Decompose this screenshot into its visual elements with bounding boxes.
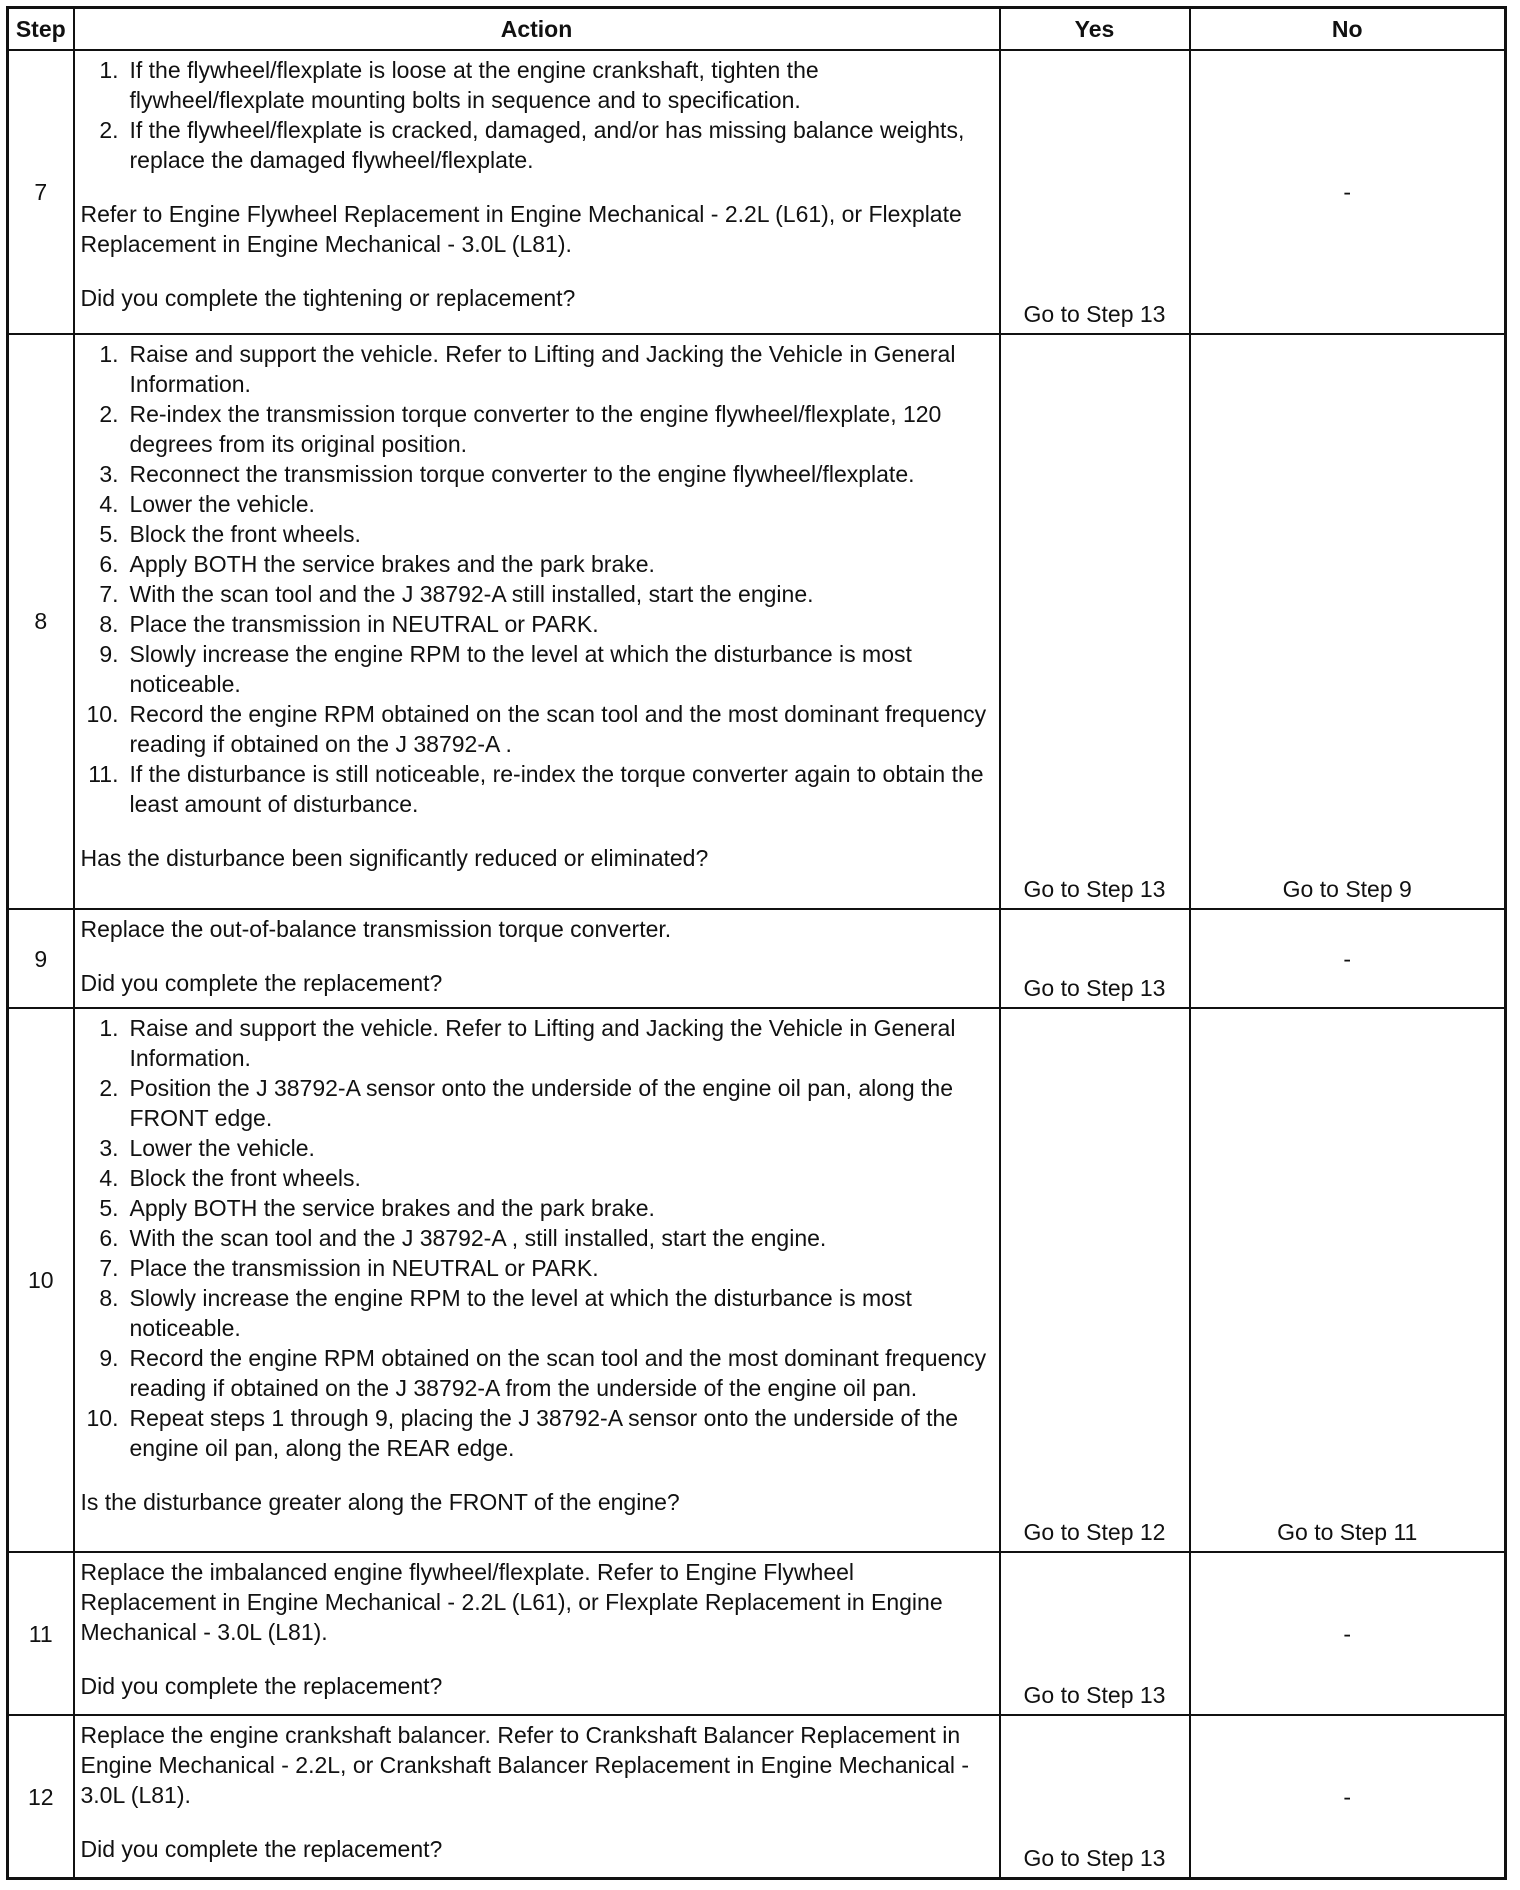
procedure-item-text: Block the front wheels. [129, 520, 361, 547]
procedure-list [81, 1013, 989, 1463]
action-question: Did you complete the replacement? [80, 1673, 443, 1700]
procedure-item-number: 2. [99, 400, 119, 427]
procedure-item-text: Repeat steps 1 through 9, placing the J 38792-A sensor onto the underside of the engine oil pan, along the REAR edge. [129, 1405, 959, 1462]
procedure-item-number: 6. [99, 550, 119, 577]
procedure-item-text: Raise and support the vehicle. Refer to Lifting and Jacking the Vehicle in General Information. [129, 340, 956, 397]
procedure-item-text: If the flywheel/flexplate is cracked, damaged, and/or has missing balance weights, replace the damaged flywheel/flexplate. [129, 117, 965, 173]
procedure-item-text: Reconnect the transmission torque converter to the engine flywheel/flexplate. [129, 460, 915, 487]
procedure-item [81, 1133, 989, 1163]
step-number: 9 [8, 909, 74, 1008]
table-row [8, 1552, 1506, 1715]
procedure-list [81, 55, 989, 175]
yes-column-header: Yes [1000, 8, 1190, 51]
procedure-item-number: 3. [99, 1135, 119, 1162]
action-note: Replace the out-of-balance transmission torque converter. [80, 915, 672, 942]
action-question: Did you complete the replacement? [80, 1836, 443, 1863]
procedure-item-text: Record the engine RPM obtained on the scan tool and the most dominant frequency reading if obtained on the J 38792-A . [129, 700, 987, 757]
action-cell [74, 1715, 1000, 1878]
procedure-item [81, 639, 989, 699]
action-cell [74, 50, 1000, 334]
no-result: - [1190, 1715, 1506, 1878]
procedure-item [81, 579, 989, 609]
no-result: - [1190, 909, 1506, 1008]
diagnostic-table-page [6, 6, 1504, 1880]
procedure-item-number: 7. [99, 1255, 119, 1282]
procedure-item [81, 1073, 989, 1133]
procedure-item [81, 55, 989, 115]
procedure-item-text: Position the J 38792-A sensor onto the underside of the engine oil pan, along the FRONT edge. [129, 1075, 953, 1132]
yes-result: Go to Step 13 [1000, 909, 1190, 1008]
procedure-item [81, 549, 989, 579]
no-result: - [1190, 50, 1506, 334]
procedure-item-number: 10. [86, 1405, 119, 1432]
procedure-item-number: 7. [99, 580, 119, 607]
procedure-item-number: 2. [99, 117, 119, 143]
action-question: Has the disturbance been significantly reduced or eliminated? [80, 844, 709, 871]
yes-result: Go to Step 13 [1000, 1715, 1190, 1878]
table-header-row [8, 8, 1506, 51]
procedure-item [81, 399, 989, 459]
procedure-item-text: Slowly increase the engine RPM to the level at which the disturbance is most noticeable. [129, 640, 912, 697]
procedure-item [81, 115, 989, 175]
procedure-item-text: Re-index the transmission torque converter to the engine flywheel/flexplate, 120 degrees from its original position. [129, 400, 942, 457]
procedure-item [81, 609, 989, 639]
procedure-item-number: 8. [99, 610, 119, 637]
procedure-item-number: 3. [99, 460, 119, 487]
action-question: Did you complete the tightening or replacement? [80, 285, 576, 311]
action-question: Did you complete the replacement? [80, 969, 443, 996]
action-cell [74, 1008, 1000, 1552]
no-result: Go to Step 9 [1190, 334, 1506, 909]
procedure-item [81, 1343, 989, 1403]
table-row [8, 1715, 1506, 1878]
step-number: 12 [8, 1715, 74, 1878]
action-question: Is the disturbance greater along the FRONT of the engine? [80, 1489, 680, 1516]
no-column-header: No [1190, 8, 1506, 51]
procedure-item-number: 1. [99, 340, 119, 367]
procedure-item [81, 1403, 989, 1463]
table-body [8, 50, 1506, 1879]
procedure-item-text: Lower the vehicle. [129, 490, 315, 517]
procedure-item [81, 519, 989, 549]
no-result: - [1190, 1552, 1506, 1715]
procedure-item [81, 459, 989, 489]
action-note: Replace the engine crankshaft balancer. Refer to Crankshaft Balancer Replacement in Engine Mechanical - 2.2L, or Crankshaft Balancer Replacement in Engine Mechanical - 3.0L (L81). [80, 1722, 970, 1809]
procedure-item-number: 4. [99, 1165, 119, 1192]
procedure-item [81, 1253, 989, 1283]
no-result: Go to Step 11 [1190, 1008, 1506, 1552]
step-number: 11 [8, 1552, 74, 1715]
procedure-item-text: Block the front wheels. [129, 1165, 361, 1192]
action-column-header: Action [74, 8, 1000, 51]
procedure-item [81, 1223, 989, 1253]
diagnostic-steps-table [6, 6, 1507, 1880]
procedure-item [81, 699, 989, 759]
procedure-item-number: 8. [99, 1285, 119, 1312]
procedure-list [81, 339, 989, 819]
procedure-item-text: Place the transmission in NEUTRAL or PARK. [129, 610, 599, 637]
table-row [8, 909, 1506, 1008]
procedure-item-text: Place the transmission in NEUTRAL or PARK. [129, 1255, 599, 1282]
step-number: 7 [8, 50, 74, 334]
procedure-item-text: Lower the vehicle. [129, 1135, 315, 1162]
procedure-item-number: 9. [99, 1345, 119, 1372]
procedure-item-text: With the scan tool and the J 38792-A still installed, start the engine. [129, 580, 814, 607]
action-cell [74, 1552, 1000, 1715]
procedure-item-number: 4. [99, 490, 119, 517]
table-row [8, 1008, 1506, 1552]
procedure-item [81, 1013, 989, 1073]
procedure-item [81, 1163, 989, 1193]
procedure-item [81, 1193, 989, 1223]
step-number: 8 [8, 334, 74, 909]
procedure-item [81, 759, 989, 819]
procedure-item-text: If the flywheel/flexplate is loose at the engine crankshaft, tighten the flywheel/flexplate mounting bolts in sequence and to specification. [129, 57, 819, 113]
yes-result: Go to Step 13 [1000, 334, 1190, 909]
procedure-item [81, 489, 989, 519]
action-note: Replace the imbalanced engine flywheel/flexplate. Refer to Engine Flywheel Replacement in Engine Mechanical - 2.2L (L61), or Flexplate Replacement in Engine Mechanical - 3.0L (L81). [80, 1559, 943, 1646]
procedure-item-number: 11. [88, 760, 119, 787]
procedure-item-number: 9. [99, 640, 119, 667]
procedure-item-number: 5. [99, 1195, 119, 1222]
step-number: 10 [8, 1008, 74, 1552]
procedure-item [81, 339, 989, 399]
procedure-item-text: Raise and support the vehicle. Refer to Lifting and Jacking the Vehicle in General Information. [129, 1015, 956, 1072]
procedure-item-text: With the scan tool and the J 38792-A , still installed, start the engine. [129, 1225, 827, 1252]
procedure-item-text: Apply BOTH the service brakes and the park brake. [129, 1195, 655, 1222]
procedure-item-number: 2. [99, 1075, 119, 1102]
table-row [8, 334, 1506, 909]
procedure-item-number: 6. [99, 1225, 119, 1252]
yes-result: Go to Step 13 [1000, 50, 1190, 334]
action-cell [74, 909, 1000, 1008]
action-note: Refer to Engine Flywheel Replacement in Engine Mechanical - 2.2L (L61), or Flexplate Replacement in Engine Mechanical - 3.0L (L81). [80, 201, 962, 257]
procedure-item-number: 1. [99, 1015, 119, 1042]
procedure-item-text: Record the engine RPM obtained on the scan tool and the most dominant frequency reading if obtained on the J 38792-A from the underside of the engine oil pan. [129, 1345, 987, 1402]
table-row [8, 50, 1506, 334]
yes-result: Go to Step 13 [1000, 1552, 1190, 1715]
procedure-item-number: 10. [86, 700, 119, 727]
procedure-item-text: Slowly increase the engine RPM to the level at which the disturbance is most noticeable. [129, 1285, 912, 1342]
step-column-header: Step [8, 8, 74, 51]
procedure-item-text: Apply BOTH the service brakes and the park brake. [129, 550, 655, 577]
action-cell [74, 334, 1000, 909]
procedure-item-number: 5. [99, 520, 119, 547]
procedure-item [81, 1283, 989, 1343]
procedure-item-text: If the disturbance is still noticeable, re-index the torque converter again to obtain the least amount of disturbance. [129, 760, 984, 817]
procedure-item-number: 1. [99, 57, 119, 83]
yes-result: Go to Step 12 [1000, 1008, 1190, 1552]
